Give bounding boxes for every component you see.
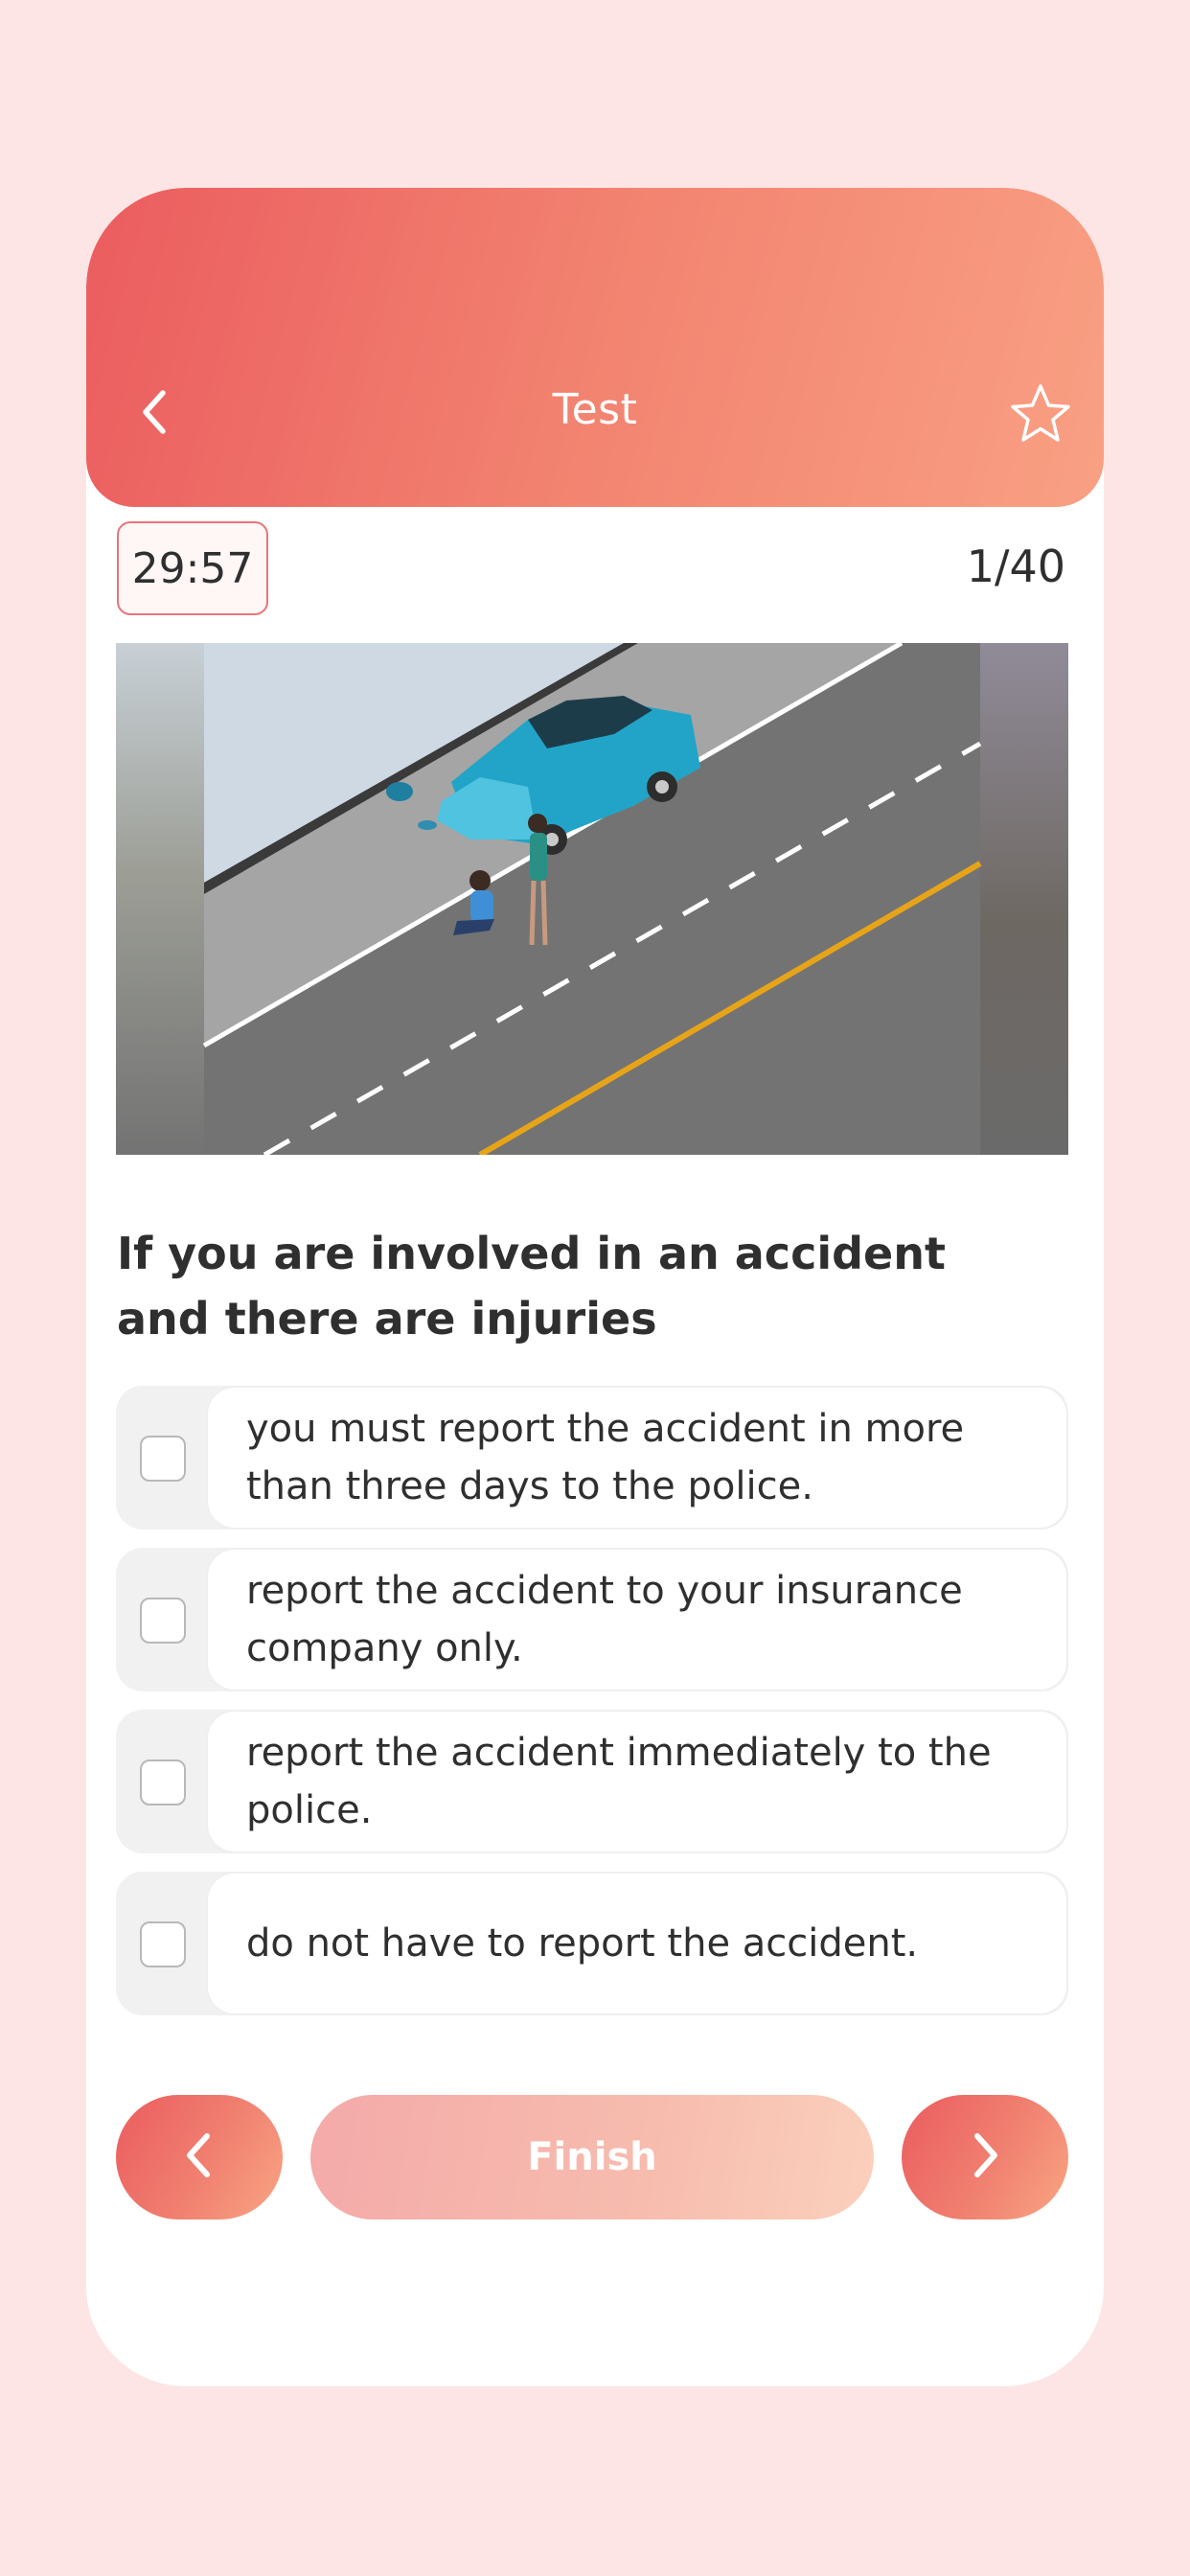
chevron-right-icon — [966, 2128, 1004, 2186]
page-title: Test — [552, 385, 638, 434]
previous-button[interactable] — [116, 2095, 283, 2220]
finish-button[interactable]: Finish — [310, 2095, 874, 2220]
answer-option[interactable] — [116, 1386, 1068, 1530]
chevron-left-icon — [180, 2128, 218, 2186]
timer: 29:57 — [117, 521, 268, 615]
answer-checkbox[interactable] — [140, 1436, 186, 1482]
answer-checkbox[interactable] — [140, 1760, 186, 1806]
question-counter: 1/40 — [966, 540, 1065, 592]
answer-option[interactable] — [116, 1872, 1068, 2015]
accident-illustration — [116, 643, 1068, 1155]
quiz-card — [86, 188, 1104, 2386]
answer-option[interactable] — [116, 1710, 1068, 1853]
answer-label: report the accident immediately to the police. — [208, 1712, 1066, 1852]
header — [86, 188, 1104, 507]
answer-checkbox[interactable] — [140, 1598, 186, 1644]
question-text: If you are involved in an accident and there are injuries — [117, 1228, 946, 1345]
answer-option[interactable] — [116, 1548, 1068, 1691]
answer-label: report the accident to your insurance company only. — [208, 1550, 1066, 1690]
answer-checkbox[interactable] — [140, 1921, 186, 1967]
answer-label: you must report the accident in more than three days to the police. — [208, 1388, 1066, 1528]
star-outline-icon[interactable] — [1006, 380, 1075, 448]
answer-label: do not have to report the accident. — [208, 1874, 1066, 2013]
next-button[interactable] — [902, 2095, 1068, 2220]
